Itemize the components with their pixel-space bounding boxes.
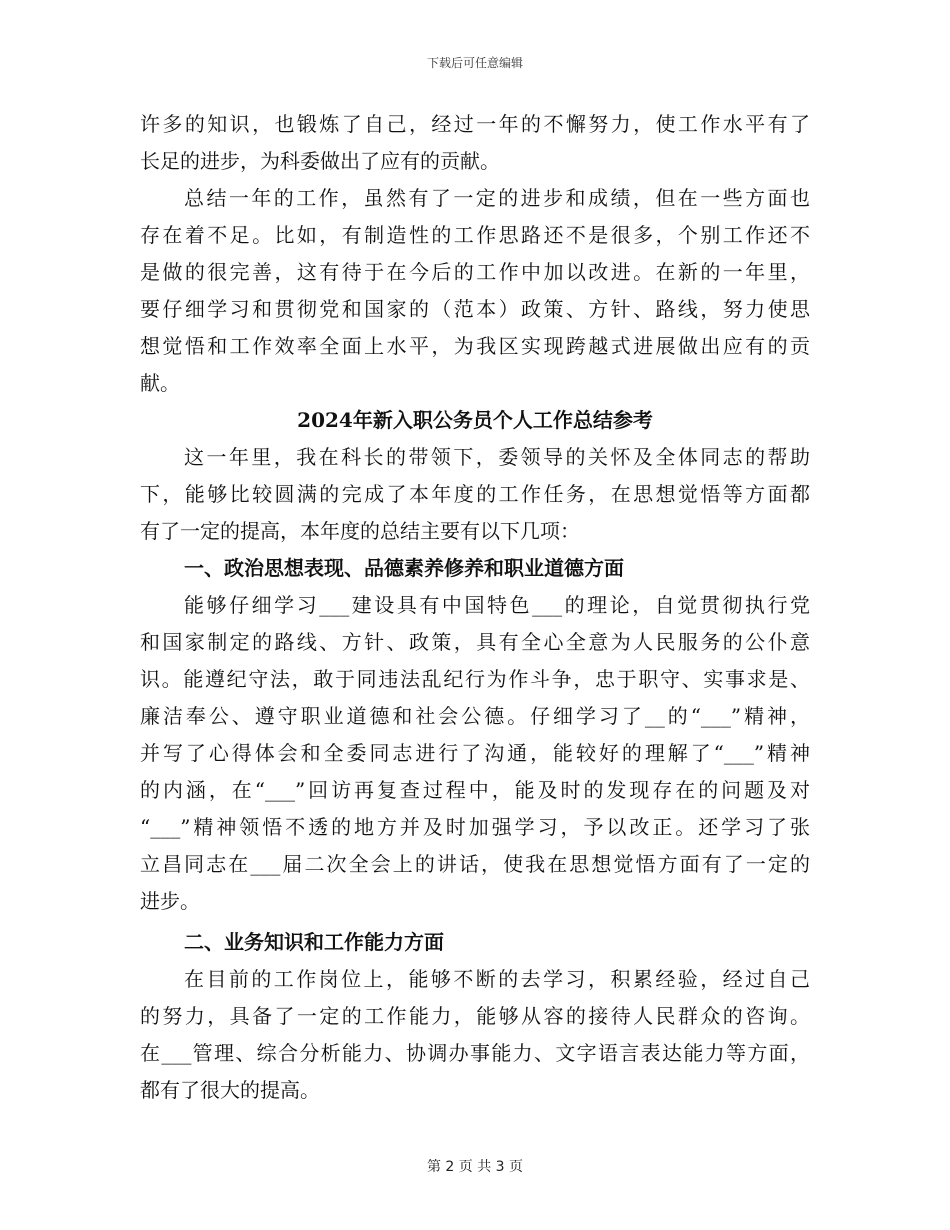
document-title: 2024年新入职公务员个人工作总结参考 (297, 408, 653, 432)
body-line: 在目前的工作岗位上，能够不断的去学习，积累经验，经过自己 (184, 967, 810, 991)
body-line: 是做的很完善，这有待于在今后的工作中加以改进。在新的一年里， (140, 260, 810, 284)
body-line: “___”精神领悟不透的地方并及时加强学习，予以改正。还学习了张 (140, 815, 810, 839)
body-line: 这一年里，我在科长的带领下，委领导的关怀及全体同志的帮助 (184, 445, 810, 469)
body-line: 并写了心得体会和全委同志进行了沟通，能较好的理解了“___”精神 (140, 741, 810, 765)
section-heading: 二、业务知识和工作能力方面 (184, 930, 444, 954)
body-line: 下，能够比较圆满的完成了本年度的工作任务，在思想觉悟等方面都 (140, 482, 810, 506)
body-line: 和国家制定的路线、方针、政策，具有全心全意为人民服务的公仆意 (140, 630, 810, 654)
body-line: 献。 (140, 371, 180, 395)
body-line: 有了一定的提高，本年度的总结主要有以下几项： (140, 519, 580, 543)
body-line: 想觉悟和工作效率全面上水平，为我区实现跨越式进展做出应有的贡 (140, 334, 810, 358)
body-line: 总结一年的工作，虽然有了一定的进步和成绩，但在一些方面也 (184, 186, 810, 210)
body-line: 许多的知识，也锻炼了自己，经过一年的不懈努力，使工作水平有了 (140, 112, 810, 136)
document-body (140, 106, 810, 1109)
body-line: 能够仔细学习___建设具有中国特色___的理论，自觉贯彻执行党 (184, 593, 810, 617)
body-line: 廉洁奉公、遵守职业道德和社会公德。仔细学习了__的“___”精神， (140, 704, 810, 728)
section-heading: 一、政治思想表现、品德素养修养和职业道德方面 (184, 556, 624, 580)
body-line: 的内涵，在“___”回访再复查过程中，能及时的发现存在的问题及对 (140, 778, 810, 802)
body-line: 的努力，具备了一定的工作能力，能够从容的接待人民群众的咨询。 (140, 1004, 810, 1028)
page-header-note: 下载后可任意编辑 (426, 56, 523, 70)
body-line: 立昌同志在___届二次全会上的讲话，使我在思想觉悟方面有了一定的 (140, 852, 810, 876)
body-line: 要仔细学习和贯彻党和国家的（范本）政策、方针、路线，努力使思 (140, 297, 810, 321)
body-line: 识。能遵纪守法，敢于同违法乱纪行为作斗争，忠于职守、实事求是、 (140, 667, 810, 691)
body-line: 都有了很大的提高。 (140, 1078, 320, 1102)
body-line: 存在着不足。比如，有制造性的工作思路还不是很多，个别工作还不 (140, 223, 810, 247)
body-line: 进步。 (140, 889, 200, 913)
page-footer: 第 2 页 共 3 页 (426, 1159, 524, 1175)
body-line: 长足的进步，为科委做出了应有的贡献。 (140, 149, 500, 173)
body-line: 在___管理、综合分析能力、协调办事能力、文字语言表达能力等方面， (140, 1041, 810, 1065)
